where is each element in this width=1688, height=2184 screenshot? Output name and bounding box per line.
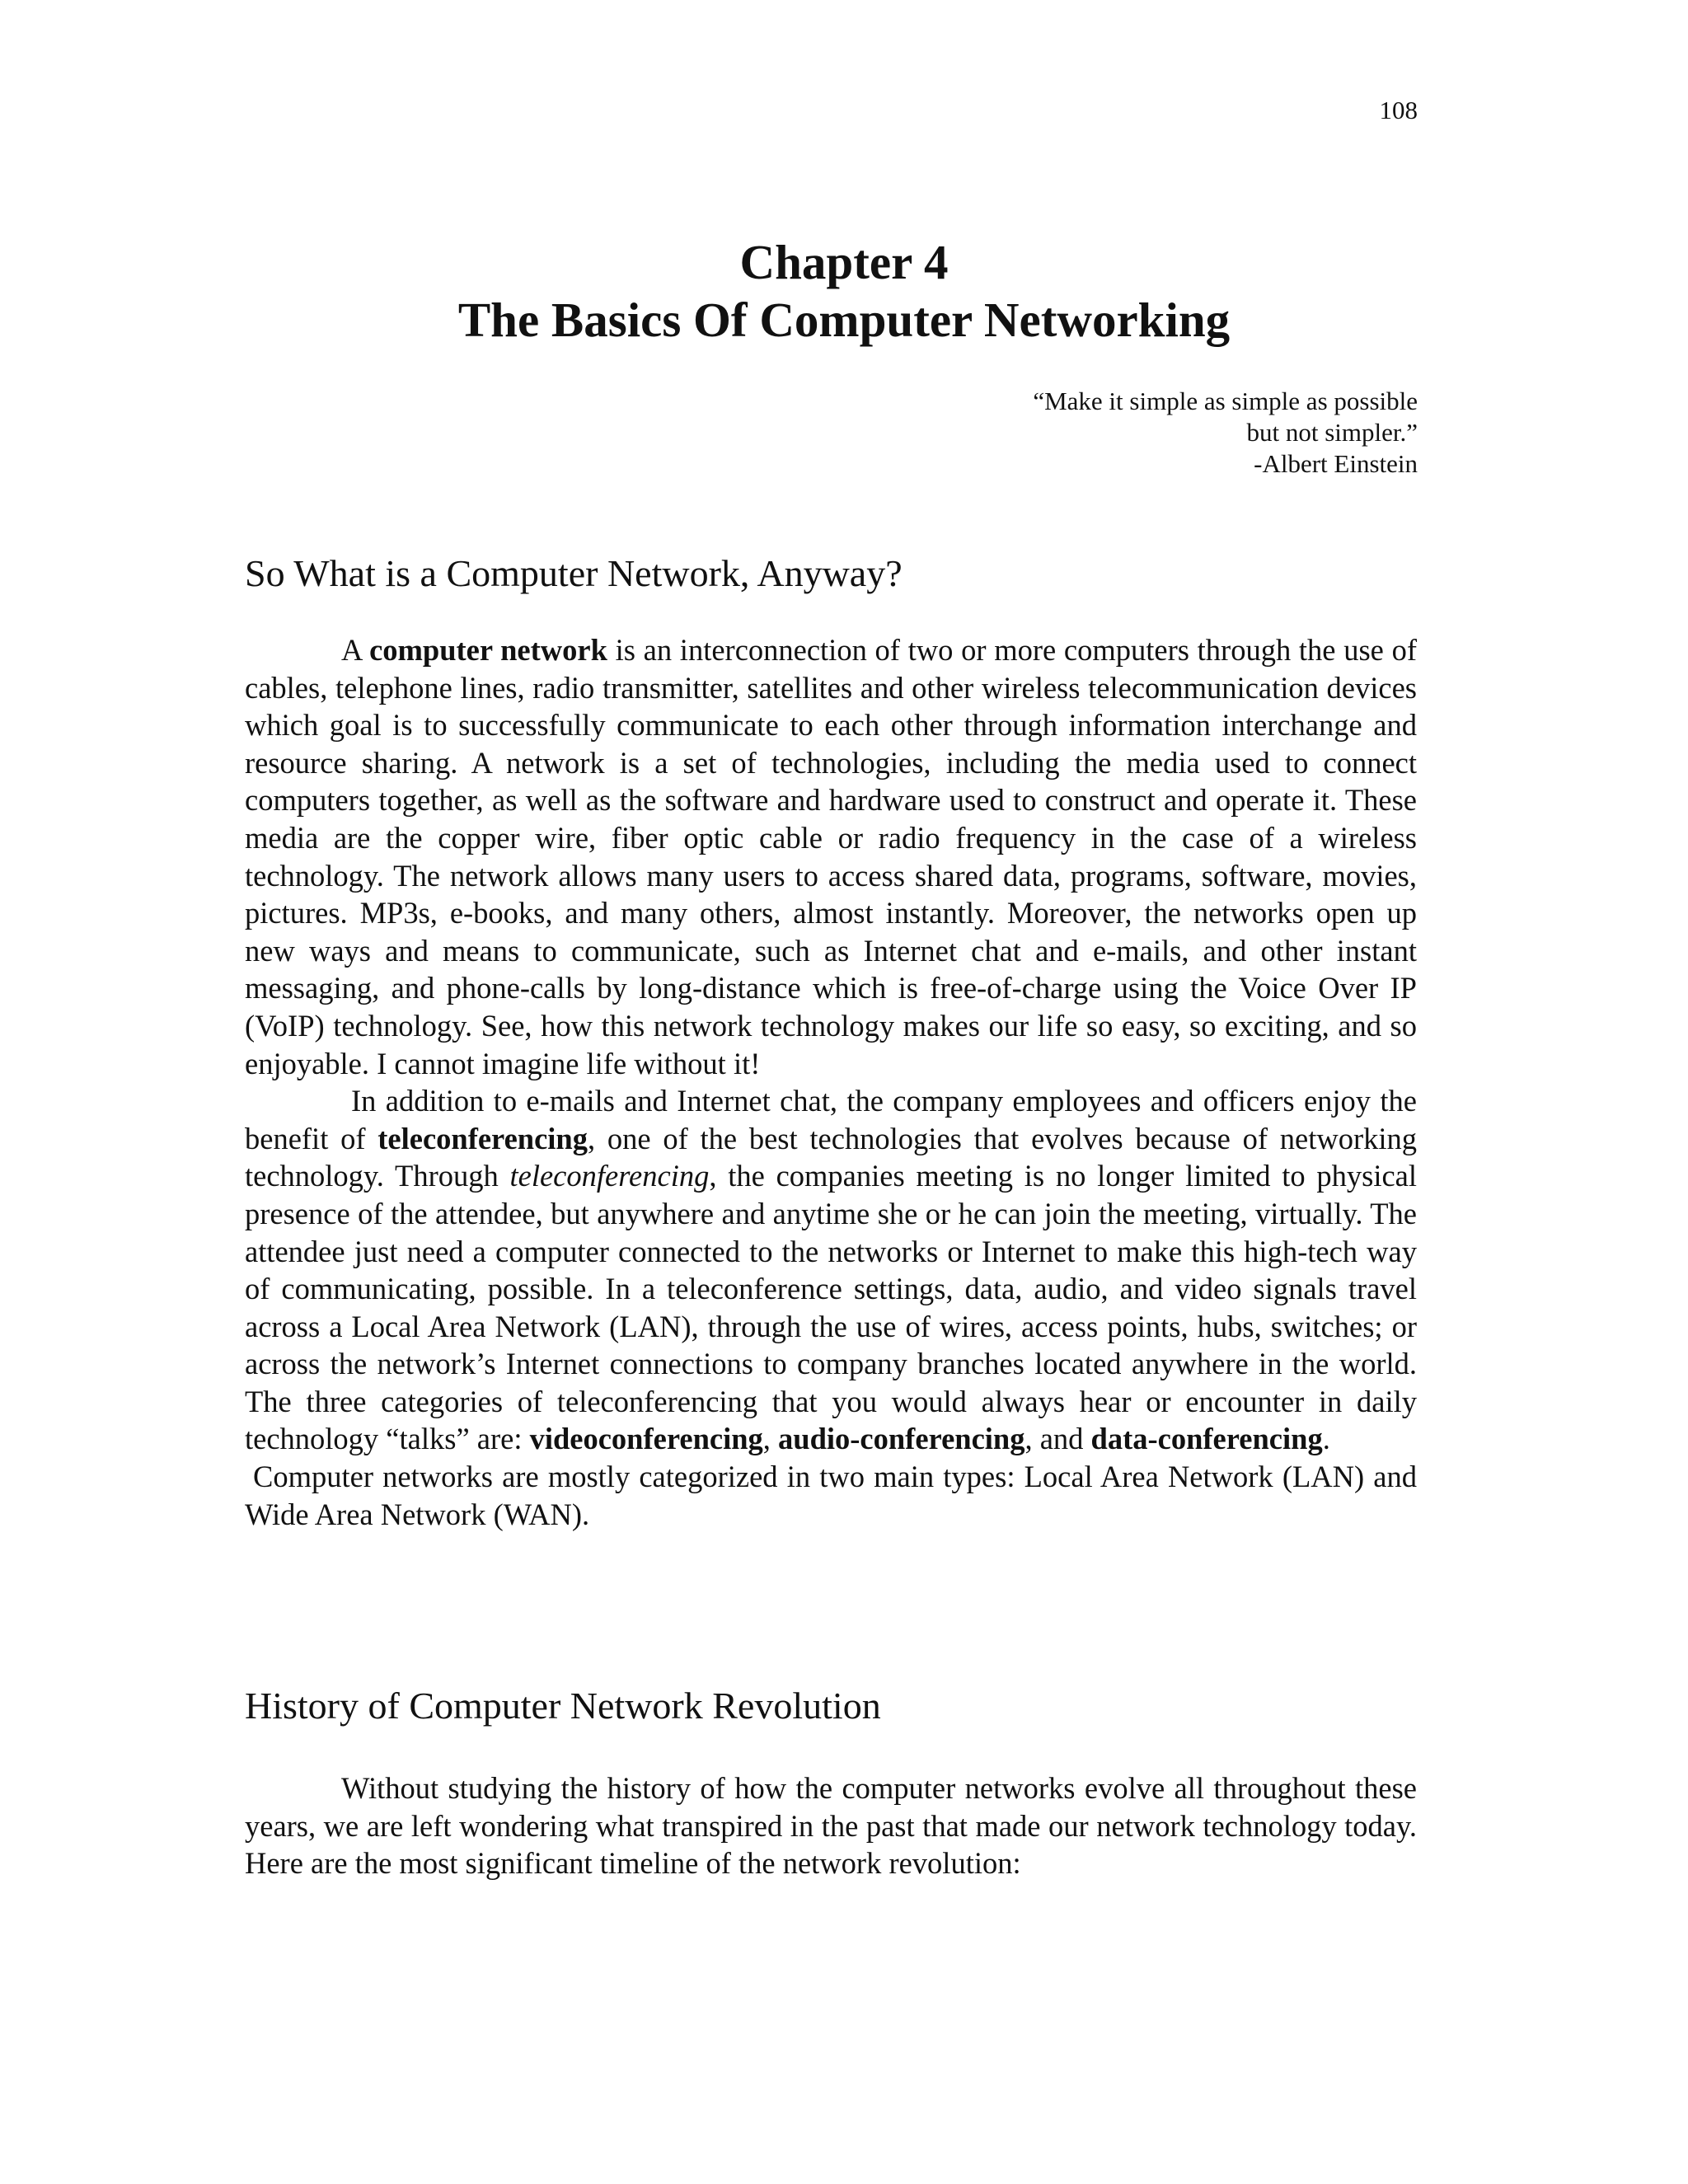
text-run: . (1322, 1422, 1330, 1456)
chapter-number: Chapter 4 (739, 235, 949, 289)
section-body-computer-network (245, 631, 1417, 1533)
section-body-history (245, 1769, 1417, 1882)
bold-term-data-conferencing: data-conferencing (1090, 1422, 1323, 1456)
paragraph-teleconferencing (245, 1082, 1417, 1458)
chapter-name: The Basics Of Computer Networking (457, 293, 1231, 347)
bold-term-computer-network: computer network (369, 633, 607, 667)
paragraph-definition (245, 631, 1417, 1082)
text-run: , the companies meeting is no longer limited to physical presence of the attendee, but anywhere and anytime she or he can join the meeting, virtually. The attendee just need a computer connected to the networks or Internet to make this high-tech way of communicating, possible. In a teleconference settings, data, audio, and video signals travel across a Local Area Network (LAN), through the use of wires, access points, hubs, switches; or across the network’s Internet connections to company branches located anywhere in the world. The three categories of teleconferencing that you would always hear or encounter in daily technology “talks” are: (245, 1159, 1417, 1456)
text-run: , one of the best technologies that evolves because of networking technology. Through (245, 1121, 1417, 1193)
paragraph-history-intro: Without studying the history of how the computer networks evolve all throughout these years, we are left wondering what transpired in the past that made our network technology today. Here are the most significant timeline of the network revolution: (245, 1771, 1417, 1881)
section-heading-history: History of Computer Network Revolution (245, 1685, 881, 1727)
bold-term-videoconferencing: videoconferencing (529, 1422, 763, 1456)
epigraph-line-1: “Make it simple as simple as possible (1033, 387, 1418, 415)
text-run: is an interconnection of two or more computers through the use of cables, telephone lines, radio transmitter, satellites and other wireless telecommunication devices which goal is to successfully communicate to each other through information interchange and resource sharing. A network is a set of technologies, including the media used to connect computers together, as well as the software and hardware used to construct and operate it. These media are the copper wire, fiber optic cable or radio frequency in the case of a wireless technology. The network allows many users to access shared data, programs, software, movies, pictures. MP3s, e-books, and many others, almost instantly. Moreover, the networks open up new ways and means to communicate, such as Internet chat and e-mails, and other instant messaging, and phone-calls by long-distance which is free-of-charge using the Voice Over IP (VoIP) technology. See, how this network technology makes our life so easy, so exciting, and so enjoyable. I cannot imagine life without it! (245, 633, 1417, 1080)
section-heading-computer-network: So What is a Computer Network, Anyway? (245, 552, 903, 594)
text-run: A (341, 633, 370, 667)
italic-term-teleconferencing: teleconferencing (509, 1159, 710, 1193)
text-run: In addition to e-mails and Internet chat, the company employees and officers enjoy the benefit of (245, 1084, 1417, 1155)
text-run: , and (1025, 1422, 1091, 1456)
paragraph-network-types: Computer networks are mostly categorized in two main types: Local Area Network (LAN) and Wide Area Network (WAN). (245, 1460, 1417, 1531)
bold-term-teleconferencing: teleconferencing (377, 1121, 588, 1155)
chapter-title (0, 233, 1688, 349)
epigraph-quote (1033, 386, 1418, 480)
epigraph-attribution: -Albert Einstein (1254, 449, 1418, 478)
text-run: , (762, 1422, 779, 1456)
epigraph-line-2: but not simpler.” (1246, 418, 1418, 447)
bold-term-audio-conferencing: audio-conferencing (778, 1422, 1025, 1456)
page-number: 108 (1379, 96, 1418, 124)
